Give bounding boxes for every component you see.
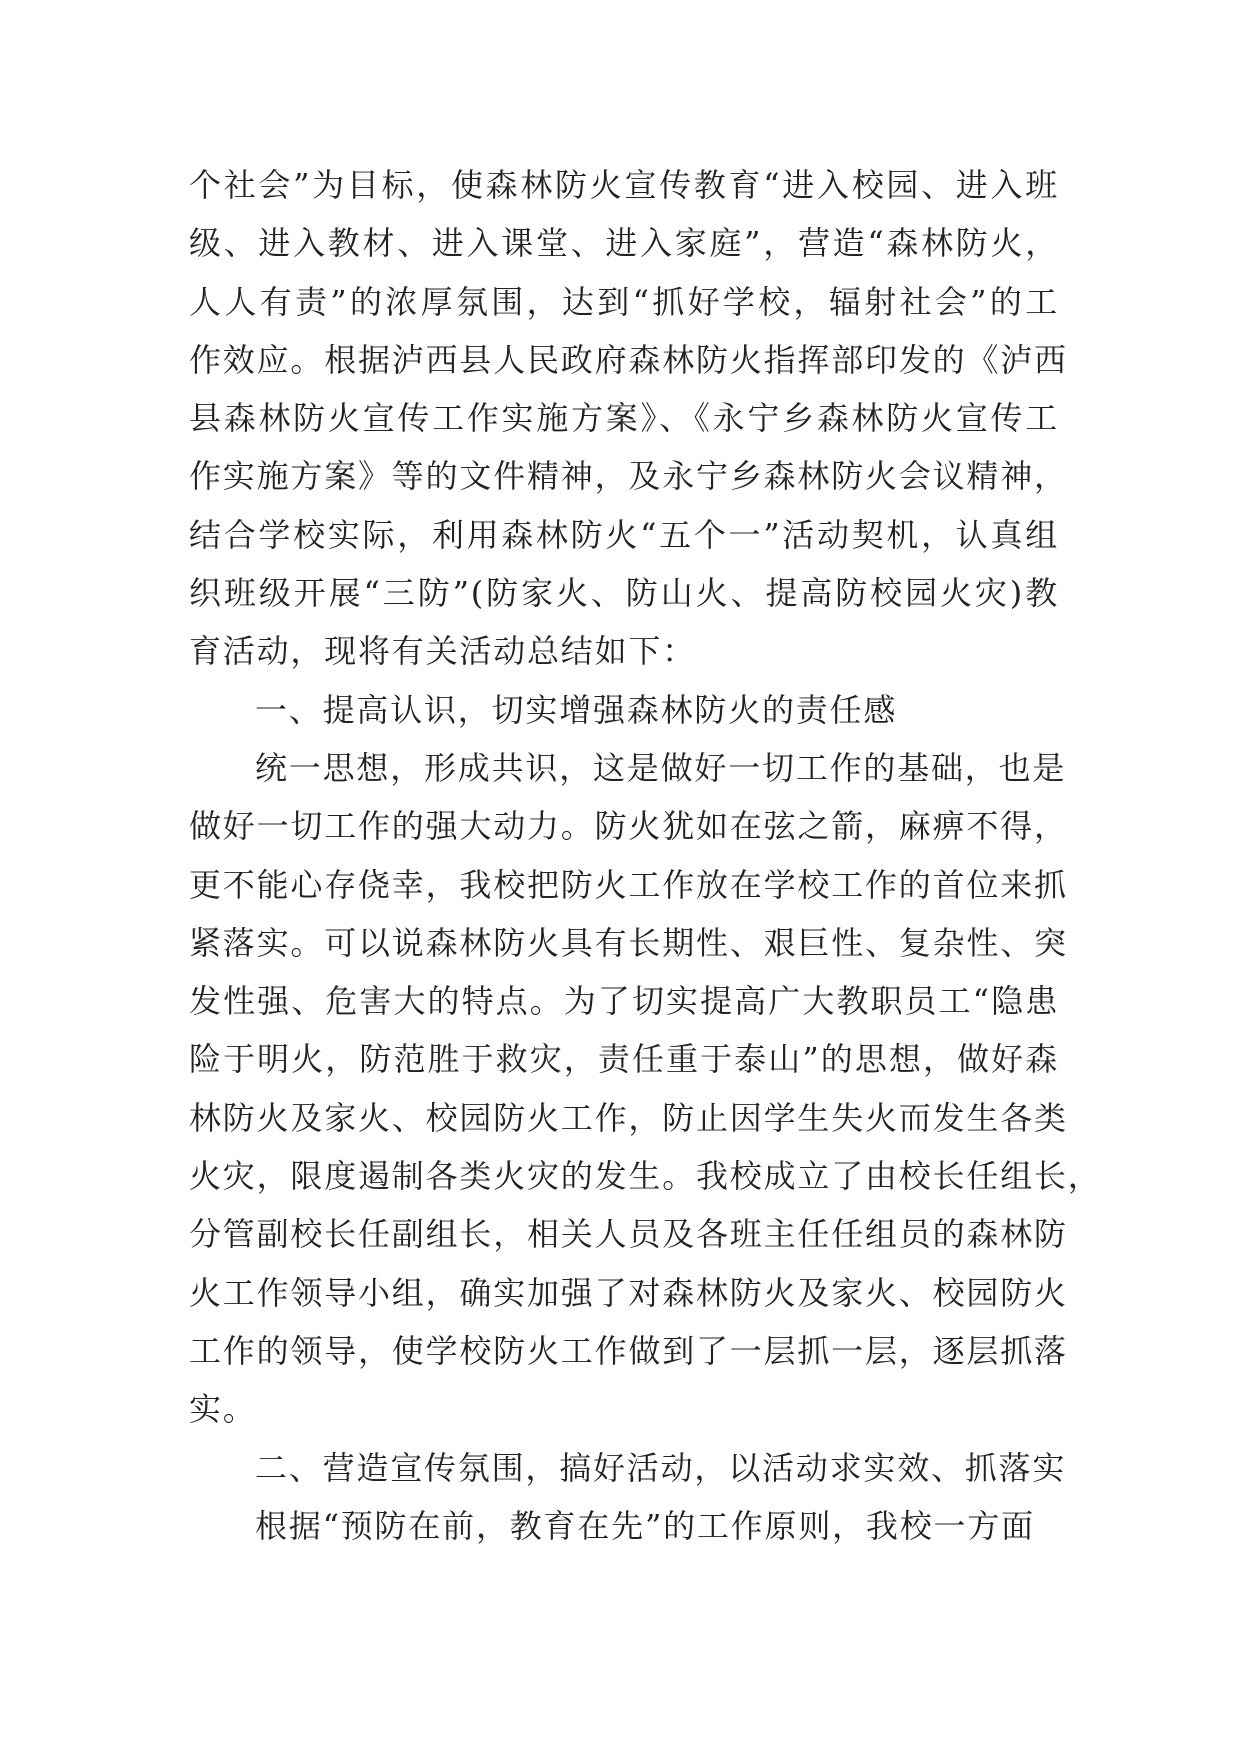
text-line: 做好一切工作的强大动力。防火犹如在弦之箭，麻痹不得， <box>189 807 1068 846</box>
text-line: 育活动，现将有关活动总结如下： <box>189 632 697 671</box>
text-line: 更不能心存侥幸，我校把防火工作放在学校工作的首位来抓 <box>189 865 1068 904</box>
text-line: 分管副校长任副组长，相关人员及各班主任任组员的森林防 <box>189 1215 1068 1254</box>
text-line: 作效应。根据泸西县人民政府森林防火指挥部印发的《泸西 <box>189 340 1068 379</box>
document-body <box>189 156 1102 1555</box>
text-line: 紧落实。可以说森林防火具有长期性、艰巨性、复杂性、突 <box>189 923 1068 962</box>
text-line: 作实施方案》等的文件精神，及永宁乡森林防火会议精神， <box>189 457 1068 496</box>
section-heading-1: 一、提高认识，切实增强森林防火的责任感 <box>255 690 898 729</box>
paragraph-first-line: 统一思想，形成共识，这是做好一切工作的基础，也是 <box>255 748 1067 787</box>
text-line: 结合学校实际，利用森林防火“五个一”活动契机，认真组 <box>189 515 1059 554</box>
text-line: 实。 <box>189 1390 257 1429</box>
text-line: 个社会”为目标，使森林防火宣传教育“进入校园、进入班 <box>189 166 1059 204</box>
text-line: 发性强、危害大的特点。为了切实提高广大教职员工“隐患 <box>189 982 1059 1021</box>
text-line: 织班级开展“三防”(防家火、防山火、提高防校园火灾)教 <box>189 574 1059 613</box>
text-line: 级、进入教材、进入课堂、进入家庭”，营造“森林防火， <box>189 224 1059 263</box>
text-line: 县森林防火宣传工作实施方案》、《永宁乡森林防火宣传工 <box>189 399 1059 438</box>
text-line: 火工作领导小组，确实加强了对森林防火及家火、校园防火 <box>189 1273 1068 1312</box>
text-line: 工作的领导，使学校防火工作做到了一层抓一层，逐层抓落 <box>189 1331 1068 1370</box>
paragraph-first-line: 根据“预防在前，教育在先”的工作原则，我校一方面 <box>255 1506 1035 1545</box>
text-line: 火灾，限度遏制各类火灾的发生。我校成立了由校长任组长， <box>189 1157 1102 1196</box>
text-line: 险于明火，防范胜于救灾，责任重于泰山”的思想，做好森 <box>189 1040 1059 1079</box>
text-line: 人人有责”的浓厚氛围，达到“抓好学校，辐射社会”的工 <box>189 282 1059 321</box>
section-heading-2: 二、营造宣传氛围，搞好活动，以活动求实效、抓落实 <box>255 1448 1067 1487</box>
text-line: 林防火及家火、校园防火工作，防止因学生失火而发生各类 <box>189 1098 1068 1137</box>
